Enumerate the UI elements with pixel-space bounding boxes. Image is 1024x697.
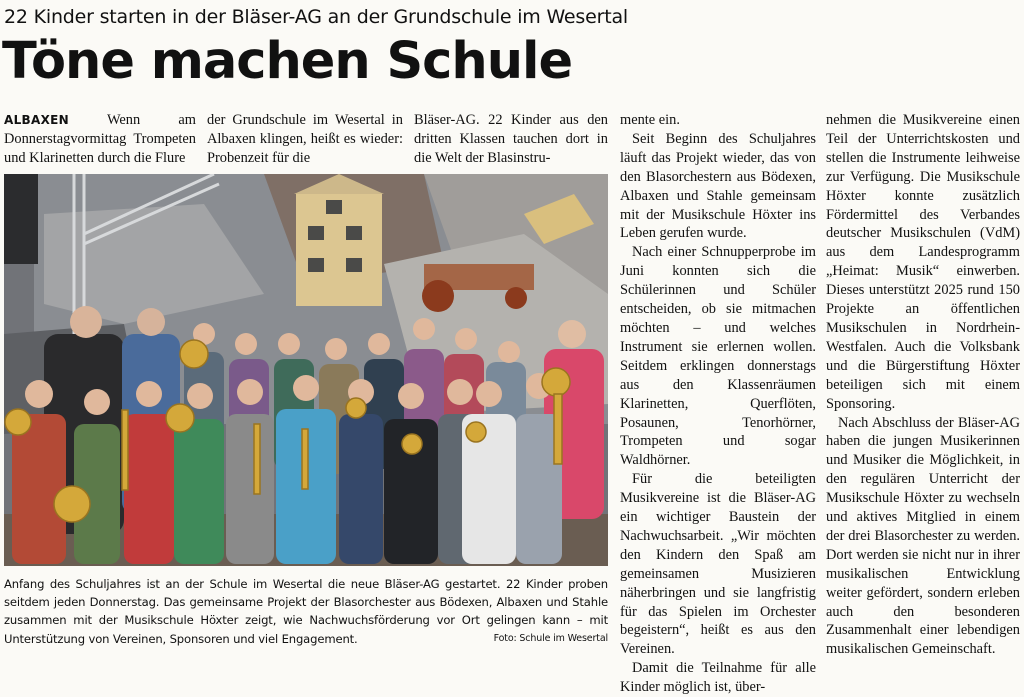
paragraph: mente ein. xyxy=(620,112,680,128)
paragraph: Nach einer Schnupperprobe im Juni konnten sich die Schülerinnen und Schüler entscheiden, ob sie mitmachen möchten – und welches Instrument sie erlernen wollen. Seitdem erklingen donnerstags aus den Klassenräumen Klarinetten, Querflöten, Posaunen, Tenorhörner, Trompeten und sogar Waldhörner. xyxy=(620,244,816,469)
text-column-3 xyxy=(414,111,608,168)
group-photo xyxy=(4,174,608,566)
text-column-4 xyxy=(620,111,816,697)
column-3-text: Bläser-AG. 22 Kinder aus den dritten Klassen tauchen dort in die Welt der Blasinstru- xyxy=(414,112,608,166)
headline: Töne machen Schule xyxy=(2,32,573,91)
text-column-5 xyxy=(826,111,1020,659)
column-2-text: der Grundschule im Wesertal in Albaxen klingen, heißt es wieder: Probenzeit für die xyxy=(207,112,403,166)
caption-text: Anfang des Schuljahres ist an der Schule im Wesertal die neue Bläser-AG gestartet. 22 Kinder proben seitdem jeden Donnerstag. Das gemeinsame Projekt der Blasorchester aus Bödexen, Albaxen und Stahle zusammen mit der Musikschule Höxter zeigt, wie Nachwuchsförderung vor Ort gelingen kann – mit Unterstützung von Vereinen, Sponsoren und viel Engagement. xyxy=(4,577,608,646)
text-column-1 xyxy=(4,111,196,168)
paragraph: Für die beteiligten Musikvereine ist die Bläser-AG ein wichtiger Baustein der Nachwuchsarbeit. „Wir möchten den Kindern den Spaß am gemeinsamen Musizieren näherbringen und sie langfristig für das Spielen im Orchester begeistern“, heißt es aus den Vereinen. xyxy=(620,471,816,658)
paragraph: Seit Beginn des Schuljahres läuft das Projekt wieder, das von den Blasorchestern aus Bödexen, Albaxen und Stahle gemeinsam mit der Musikschule Höxter ins Leben gerufen wurde. xyxy=(620,130,816,242)
photo-caption xyxy=(4,575,608,648)
column-1-text: Wenn am Donnerstagvormittag Trompeten und Klarinetten durch die Flure xyxy=(4,112,196,166)
paragraph: Nach Abschluss der Bläser-AG haben die jungen Musikerinnen und Musiker die Möglichkeit, in den regulären Unterricht der Musikschule Höxter zu wechseln und aktives Mitglied in einem der drei Blasorchester zu werden. Dort werden sie nicht nur in ihrer musikalischen Entwicklung weiter gefördert, sondern erleben auch den besonderen Zusammenhalt einer lebendigen musikalischen Gemeinschaft. xyxy=(826,414,1020,658)
paragraph: nehmen die Musikvereine einen Teil der Unterrichtskosten und stellen die Instrumente leihweise zur Verfügung. Die Musikschule Höxter konnte zusätzlich Fördermittel des Verbandes deutscher Musikschulen (VdM) aus dem Landesprogramm „Heimat: Musik“ einwerben. Dieses unterstützt 2025 rund 150 Projekte an öffentlichen Musikschulen in Nordrhein-Westfalen. Auch die Volksbank und die Bürgerstiftung Höxter beteiligen sich mit einem Sponsoring. xyxy=(826,112,1020,412)
kicker: 22 Kinder starten in der Bläser-AG an der Grundschule im Wesertal xyxy=(4,6,628,28)
text-column-2 xyxy=(207,111,403,168)
photo-credit: Foto: Schule im Wesertal xyxy=(493,632,608,644)
dateline: ALBAXEN xyxy=(4,113,69,127)
paragraph: Damit die Teilnahme für alle Kinder möglich ist, über- xyxy=(620,660,816,696)
